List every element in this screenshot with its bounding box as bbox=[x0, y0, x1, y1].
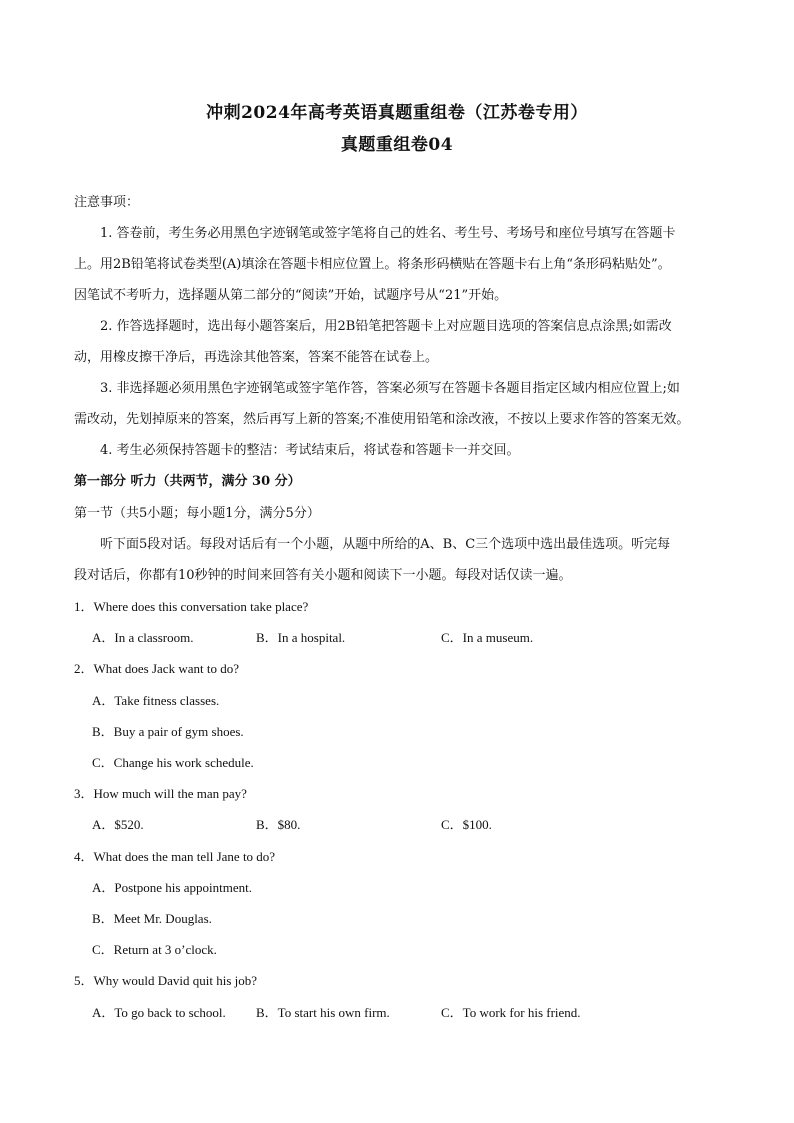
option-c: C．In a museum. bbox=[441, 630, 534, 645]
section-heading: 第一节（共5小题；每小题1分，满分5分） bbox=[74, 506, 320, 521]
option-a: A．To go back to school. bbox=[92, 1005, 226, 1020]
option-b: B．$80. bbox=[256, 817, 301, 832]
page-subtitle: 真题重组卷04 bbox=[340, 135, 454, 155]
instruction-line: 听下面5段对话。每段对话后有一个小题，从题中所给的A、B、C三个选项中选出最佳选项。听完每 bbox=[100, 537, 671, 552]
option-a: A．Postpone his appointment. bbox=[92, 880, 252, 895]
notice-heading: 注意事项： bbox=[74, 195, 140, 210]
option-b: B．In a hospital. bbox=[256, 630, 346, 645]
question-stem: 5．Why would David quit his job? bbox=[74, 973, 258, 988]
question-stem: 2．What does Jack want to do? bbox=[74, 661, 239, 676]
notice-line: 上。用2B铅笔将试卷类型(A)填涂在答题卡相应位置上。将条形码横贴在答题卡右上角“条形码粘贴处”。 bbox=[74, 257, 671, 272]
option-b: B．Buy a pair of gym shoes. bbox=[92, 724, 244, 739]
notice-line: 需改动，先划掉原来的答案，然后再写上新的答案;不准使用铅笔和涂改液，不按以上要求作答的答案无效。 bbox=[74, 412, 690, 427]
question-stem: 1．Where does this conversation take place? bbox=[74, 599, 309, 614]
option-a: A．In a classroom. bbox=[92, 630, 194, 645]
instruction-line: 段对话后，你都有10秒钟的时间来回答有关小题和阅读下一小题。每段对话仅读一遍。 bbox=[74, 568, 572, 583]
notice-line: 因笔试不考听力，选择题从第二部分的“阅读”开始，试题序号从“21”开始。 bbox=[74, 288, 508, 303]
notice-line: 4. 考生必须保持答题卡的整洁：考试结束后，将试卷和答题卡一并交回。 bbox=[100, 443, 520, 458]
option-b: B．To start his own firm. bbox=[256, 1005, 390, 1020]
option-b: B．Meet Mr. Douglas. bbox=[92, 911, 212, 926]
option-c: C．Return at 3 o’clock. bbox=[92, 942, 217, 957]
notice-line: 动，用橡皮擦干净后，再选涂其他答案，答案不能答在试卷上。 bbox=[74, 350, 439, 365]
option-c: C．Change his work schedule. bbox=[92, 755, 254, 770]
question-stem: 4．What does the man tell Jane to do? bbox=[74, 849, 276, 864]
part-heading: 第一部分 听力（共两节，满分 30 分） bbox=[74, 474, 301, 489]
option-c: C．To work for his friend. bbox=[441, 1005, 581, 1020]
option-a: A．Take fitness classes. bbox=[92, 693, 220, 708]
question-stem: 3．How much will the man pay? bbox=[74, 786, 247, 801]
notice-line: 2. 作答选择题时，选出每小题答案后，用2B铅笔把答题卡上对应题目选项的答案信息点涂黑;如需改 bbox=[100, 319, 672, 334]
option-c: C．$100. bbox=[441, 817, 492, 832]
notice-line: 1. 答卷前，考生务必用黑色字迹钢笔或签字笔将自己的姓名、考生号、考场号和座位号填写在答题卡 bbox=[100, 226, 676, 241]
option-a: A．$520. bbox=[92, 817, 144, 832]
notice-line: 3. 非选择题必须用黑色字迹钢笔或签字笔作答，答案必须写在答题卡各题目指定区域内相应位置上;如 bbox=[100, 381, 680, 396]
page-title: 冲刺2024年高考英语真题重组卷（江苏卷专用） bbox=[206, 103, 588, 123]
